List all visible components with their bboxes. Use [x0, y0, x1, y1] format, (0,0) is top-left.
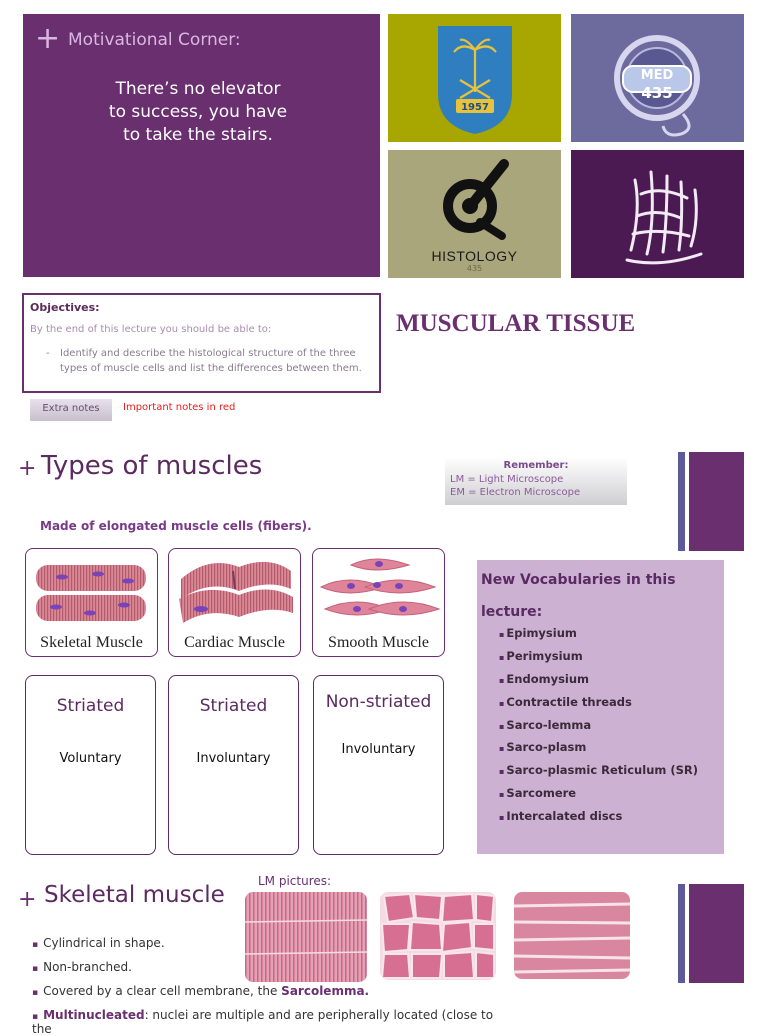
list-item — [32, 936, 512, 960]
list-item: ▪ Sarco-plasm — [499, 740, 698, 763]
plus-icon: + — [35, 21, 61, 56]
list-item: ▪ Contractile threads — [499, 695, 698, 718]
list-item: ▪ Sarcomere — [499, 786, 698, 809]
objective-item — [46, 346, 366, 376]
vocabulary-list — [499, 626, 698, 832]
control-label: Involuntary — [196, 751, 271, 766]
skeletal-features-list — [32, 936, 512, 1036]
ksu-logo — [388, 14, 561, 142]
decor-block — [689, 452, 744, 551]
point-text: Non-branched. — [43, 960, 132, 974]
objectives-title: Objectives: — [30, 301, 100, 314]
calligraphy-image — [571, 150, 744, 278]
control-label: Involuntary — [341, 742, 416, 757]
objective-text: Identify and describe the histological structure of the three types of muscle cells and list the differences between them. — [60, 348, 362, 374]
ksu-logo-tile — [388, 14, 561, 142]
term-highlight: Multinucleated — [43, 1008, 145, 1022]
list-item: ▪ Perimysium — [499, 649, 698, 672]
extra-notes-legend: Extra notes — [30, 399, 112, 421]
med-logo — [571, 14, 744, 142]
point-text: Covered by a clear cell membrane, the — [43, 984, 282, 998]
plus-icon: + — [18, 456, 37, 481]
skeletal-muscle-card — [25, 548, 158, 657]
remember-em: EM = Electron Microscope — [450, 487, 581, 498]
cardiac-properties-card — [168, 675, 299, 855]
control-label: Voluntary — [59, 751, 122, 766]
section-title-types: Types of muscles — [41, 451, 263, 481]
section-subtitle: Made of elongated muscle cells (fibers). — [40, 519, 312, 533]
skeletal-properties-card — [25, 675, 156, 855]
skeletal-muscle-image — [26, 549, 157, 629]
list-item: ▪ Sarco-plasmic Reticulum (SR) — [499, 763, 698, 786]
remember-box — [445, 457, 627, 505]
vocabulary-title: New Vocabularies in this lecture: — [481, 572, 676, 620]
histology-sub: 435 — [466, 264, 483, 273]
term-highlight: Sarcolemma. — [281, 984, 370, 998]
ksu-year: 1957 — [461, 102, 489, 113]
striation-label: Non-striated — [325, 692, 432, 712]
decor-block — [689, 884, 744, 983]
decor-bar — [678, 452, 685, 551]
motivation-quote: There’s no elevator to success, you have to take the stairs. — [108, 79, 288, 145]
med-number: 435 — [641, 84, 673, 102]
histology-logo-tile — [388, 150, 561, 278]
list-item: ▪ Sarco-lemma — [499, 718, 698, 741]
page-title: MUSCULAR TISSUE — [396, 310, 636, 337]
list-item — [32, 1008, 512, 1036]
muscle-label: Smooth Muscle — [328, 634, 429, 651]
list-item — [32, 984, 512, 1008]
smooth-muscle-image — [313, 549, 444, 629]
plus-icon: + — [18, 887, 37, 912]
remember-lm: LM = Light Microscope — [450, 474, 564, 485]
dash-bullet: - — [46, 348, 50, 359]
cardiac-muscle-card — [168, 548, 301, 657]
lm-pictures-label: LM pictures: — [258, 874, 332, 888]
remember-title: Remember: — [503, 460, 569, 471]
objectives-box — [22, 293, 381, 393]
point-text: Cylindrical in shape. — [43, 936, 165, 950]
list-item: ▪ Endomysium — [499, 672, 698, 695]
striation-label: Striated — [56, 696, 125, 716]
smooth-muscle-card — [312, 548, 445, 657]
calligraphy-tile — [571, 150, 744, 278]
muscle-label: Cardiac Muscle — [184, 634, 285, 651]
muscle-label: Skeletal Muscle — [40, 634, 143, 651]
striation-label: Striated — [199, 696, 268, 716]
list-item: ▪ Epimysium — [499, 626, 698, 649]
list-item: ▪ Intercalated discs — [499, 809, 698, 832]
point-text: : nuclei are multiple and are peripherally located (close to the — [32, 1008, 494, 1036]
motivational-corner — [23, 14, 380, 277]
decor-bar — [678, 884, 685, 983]
smooth-properties-card — [313, 675, 444, 855]
important-notes-legend: Important notes in red — [123, 402, 236, 413]
histology-label: HISTOLOGY — [431, 248, 518, 264]
med-logo-tile — [571, 14, 744, 142]
motivation-heading: Motivational Corner: — [68, 30, 241, 50]
cardiac-muscle-image — [169, 549, 300, 629]
section-title-skeletal: Skeletal muscle — [44, 882, 225, 908]
list-item — [32, 960, 512, 984]
objectives-intro: By the end of this lecture you should be able to: — [30, 324, 272, 335]
vocabulary-box — [477, 560, 724, 854]
med-text: MED — [640, 68, 674, 83]
lm-fibers-image — [514, 892, 630, 979]
